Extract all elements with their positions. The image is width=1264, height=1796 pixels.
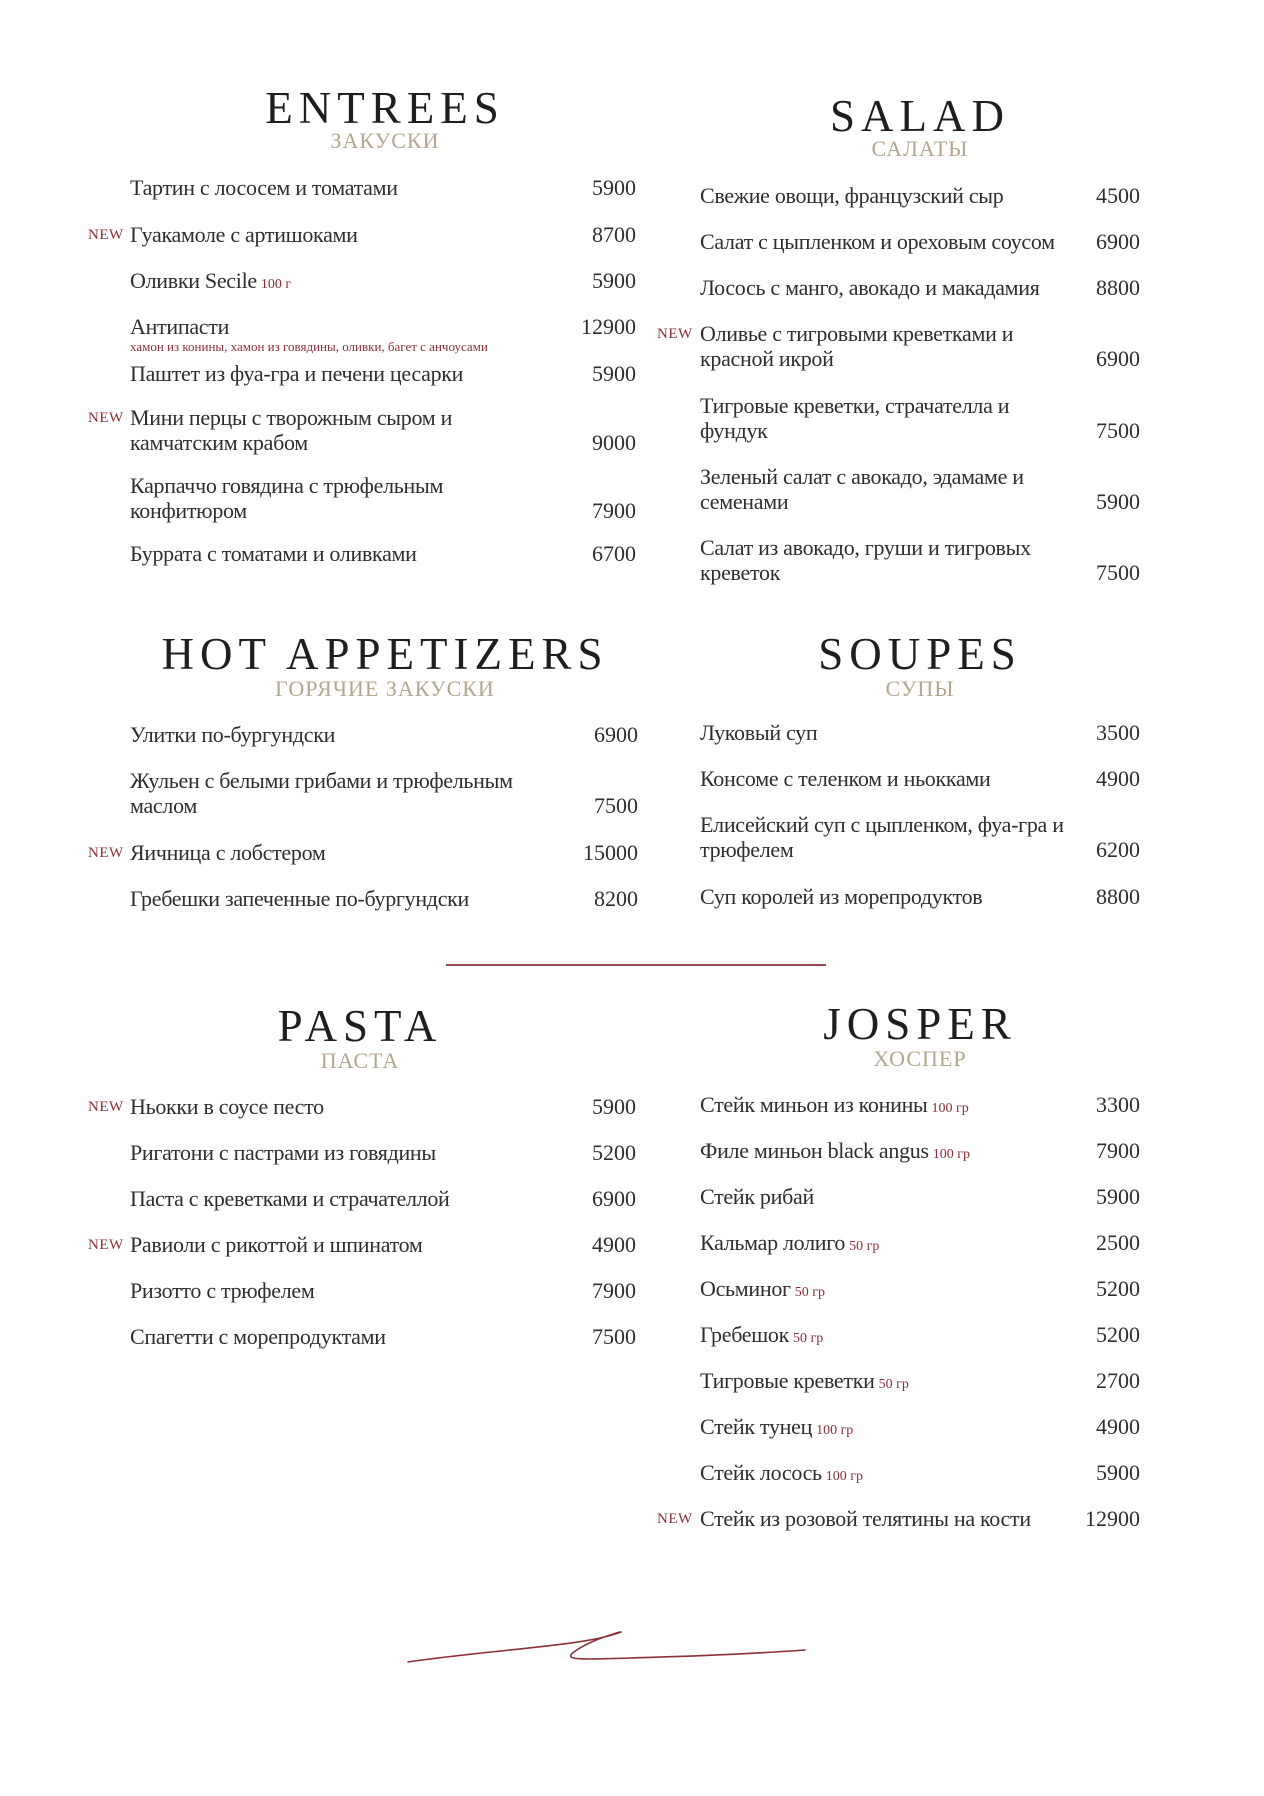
menu-item-label: Луковый суп [700,720,818,745]
menu-item-label: Мини перцы с творожным сыром и камчатским крабом [130,405,453,455]
menu-item-name [700,1414,1100,1443]
menu-item-price: 8200 [594,886,638,911]
menu-item-weight: 100 гр [932,1147,970,1162]
menu-item-price: 8800 [1096,884,1140,909]
menu-item-price: 6700 [592,541,636,566]
menu-item-name [130,1140,550,1165]
menu-item-label: Лосось с манго, авокадо и макадамия [700,275,1040,300]
new-badge: NEW [657,1511,693,1527]
menu-item-name [130,886,550,911]
hot-appetizers-subtitle: ГОРЯЧИЕ ЗАКУСКИ [275,676,495,701]
menu-item-price: 6200 [1096,837,1140,862]
menu-item-weight: 100 гр [825,1469,864,1484]
menu-item-weight: 50 гр [878,1377,909,1392]
menu-item-name [130,1278,550,1303]
menu-item-price: 7500 [1096,560,1140,585]
menu-item-label: Стейк лосось [700,1460,822,1485]
menu-item-name [130,1232,550,1257]
menu-item-name [700,229,1080,254]
menu-item-label: Тигровые креветки [700,1368,875,1393]
section-divider [446,964,826,966]
menu-item-label: Ризотто с трюфелем [130,1278,315,1303]
menu-item-name [700,884,1080,909]
menu-item-label: Гребешки запеченные по-бургундски [130,886,470,911]
menu-item-price: 12900 [1085,1506,1140,1531]
menu-item-name [700,1092,1100,1121]
menu-item-weight: 100 г [260,277,292,292]
menu-item-name [130,473,550,523]
menu-item-label: Салат из авокадо, груши и тигровых креветок [700,535,1031,585]
menu-item-name [130,405,550,455]
menu-item-label: Оливье с тигровыми креветками и красной икрой [700,321,1014,371]
menu-item-price: 7500 [1096,418,1140,443]
menu-item-label: Стейк тунец [700,1414,813,1439]
menu-item-name [700,1184,1100,1209]
menu-item-label: Гребешок [700,1322,789,1347]
pasta-subtitle: ПАСТА [320,1048,400,1073]
entrees-title: ENTREES [265,83,505,133]
menu-item-price: 3500 [1096,720,1140,745]
menu-item-label: Улитки по-бургундски [130,722,336,747]
menu-item-name [700,720,1080,745]
menu-item-name [700,393,1080,443]
menu-item-label: Паста с креветками и страчателлой [130,1186,450,1211]
pasta-title: PASTA [277,1001,443,1051]
menu-item-weight: 50 гр [849,1239,880,1254]
menu-item-name [700,766,1080,791]
menu-item-price: 5900 [592,268,636,293]
entrees-subtitle: ЗАКУСКИ [330,128,440,153]
hot-appetizers-title: HOT APPETIZERS [161,629,609,679]
menu-item-price: 7500 [592,1324,636,1349]
menu-item-label: Антипасти [130,314,230,339]
menu-item-price: 4900 [1096,766,1140,791]
menu-item-label: Буррата с томатами и оливками [130,541,417,566]
menu-item-price: 8700 [592,222,636,247]
menu-item-price: 6900 [592,1186,636,1211]
menu-item-price: 8800 [1096,275,1140,300]
menu-item-price: 7900 [592,498,636,523]
menu-item-price: 6900 [1096,346,1140,371]
menu-item-label: Равиоли с рикоттой и шпинатом [130,1232,423,1257]
menu-item-name [700,183,1080,208]
menu-item-name [700,535,1080,585]
new-badge: NEW [88,1237,124,1253]
menu-item-name [700,321,1080,371]
menu-item-name [130,722,550,747]
menu-item-price: 15000 [583,840,638,865]
josper-title: JOSPER [823,999,1017,1049]
menu-item-label: Паштет из фуа-гра и печени цесарки [130,361,464,386]
new-badge: NEW [88,227,124,243]
menu-item-name [700,812,1080,862]
menu-item-price: 3300 [1096,1092,1140,1117]
menu-item-label: Суп королей из морепродуктов [700,884,983,909]
new-badge: NEW [88,1099,124,1115]
menu-item-weight: 50 гр [794,1285,826,1300]
menu-item-label: Ньокки в соусе песто [130,1094,324,1119]
menu-item-name [700,1276,1100,1305]
menu-item-price: 2500 [1096,1230,1140,1255]
soupes-title: SOUPES [818,629,1022,679]
menu-item-name [700,1460,1100,1489]
menu-item-name [700,1138,1100,1167]
menu-item-label: Оливки Secile [130,268,257,293]
menu-item-label: Осьминог [700,1276,791,1301]
menu-item-name [130,175,550,200]
menu-item-label: Елисейский суп с цыпленком, фуа-гра и трюфелем [700,812,1064,862]
menu-item-label: Стейк из розовой телятины на кости [700,1506,1031,1531]
menu-item-price: 4900 [1096,1414,1140,1439]
menu-item-label: Кальмар лолиго [700,1230,846,1255]
josper-subtitle: ХОСПЕР [873,1046,967,1071]
menu-item-name [130,268,550,297]
menu-item-label: Спагетти с морепродуктами [130,1324,386,1349]
menu-item-price: 5900 [1096,1184,1140,1209]
menu-item-label: Яичница с лобстером [130,840,326,865]
menu-item-label: Филе миньон black angus [700,1138,929,1163]
new-badge: NEW [88,410,124,426]
menu-item-price: 7900 [592,1278,636,1303]
menu-item-name [130,1094,550,1119]
menu-item-price: 2700 [1096,1368,1140,1393]
menu-item-label: Ригатони с пастрами из говядины [130,1140,436,1165]
menu-item-price: 4900 [592,1232,636,1257]
menu-item-price: 4500 [1096,183,1140,208]
menu-item-price: 5900 [592,361,636,386]
menu-item-price: 12900 [581,314,636,339]
menu-item-name [700,1230,1100,1259]
menu-item-label: Стейк рибай [700,1184,814,1209]
menu-item-label: Свежие овощи, французский сыр [700,183,1004,208]
soupes-subtitle: СУПЫ [885,676,955,701]
menu-item-name [130,222,550,247]
menu-item-weight: 50 гр [793,1331,824,1346]
menu-item-price: 6900 [594,722,638,747]
menu-item-price: 7500 [594,793,638,818]
menu-item-price: 5200 [1096,1276,1140,1301]
menu-item-name [700,275,1080,300]
new-badge: NEW [88,845,124,861]
menu-item-price: 5200 [1096,1322,1140,1347]
salad-subtitle: САЛАТЫ [871,136,969,161]
menu-item-price: 5900 [592,175,636,200]
menu-item-price: 5900 [592,1094,636,1119]
menu-item-weight: 100 гр [816,1423,854,1438]
salad-title: SALAD [829,91,1010,141]
menu-item-price: 7900 [1096,1138,1140,1163]
menu-item-note: хамон из конины, хамон из говядины, оливки, багет с анчоусами [130,339,488,354]
menu-item-label: Тартин с лососем и томатами [130,175,398,200]
menu-item-name [130,1324,550,1349]
menu-item-price: 5900 [1096,1460,1140,1485]
menu-item-label: Гуакамоле с артишоками [130,222,358,247]
menu-item-name [130,840,550,865]
new-badge: NEW [657,326,693,342]
menu-item-label: Зеленый салат с авокадо, эдамаме и семенами [700,464,1024,514]
menu-item-weight: 100 гр [931,1101,969,1116]
menu-item-label: Консоме с теленком и ньокками [700,766,991,791]
menu-item-price: 6900 [1096,229,1140,254]
menu-item-name [700,464,1080,514]
menu-item-name [700,1322,1100,1351]
menu-item-label: Стейк миньон из конины [700,1092,928,1117]
menu-item-name [700,1368,1100,1397]
menu-item-name [130,1186,550,1211]
menu-item-name [130,361,550,386]
menu-item-name [130,541,550,566]
menu-item-label: Жульен с белыми грибами и трюфельным маслом [130,768,513,818]
menu-item-label: Салат с цыпленком и ореховым соусом [700,229,1055,254]
menu-item-price: 5200 [592,1140,636,1165]
menu-item-price: 5900 [1096,489,1140,514]
menu-item-name [700,1506,1100,1531]
menu-item-price: 9000 [592,430,636,455]
menu-item-name [130,314,550,339]
menu-item-label: Карпаччо говядина с трюфельным конфитюром [130,473,444,523]
decorative-squiggle [400,1610,820,1670]
menu-item-label: Тигровые креветки, страчателла и фундук [700,393,1010,443]
menu-item-name [130,768,550,818]
